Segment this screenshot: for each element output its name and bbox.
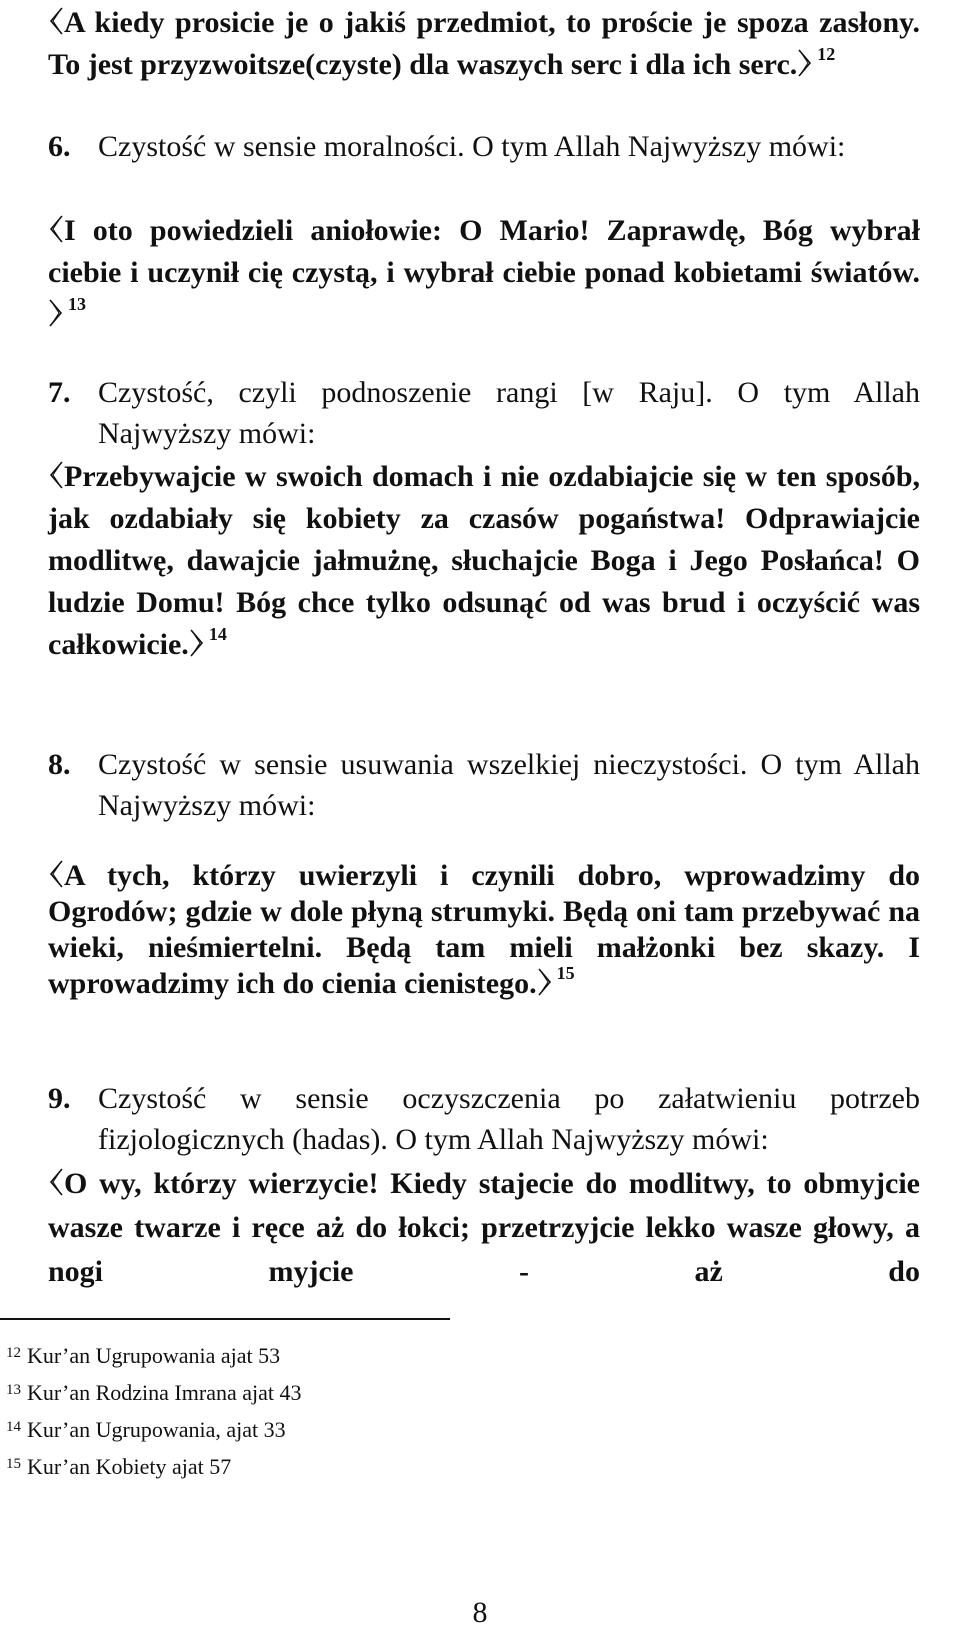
footnote-text: Kur’an Rodzina Imrana ajat 43 [27,1380,302,1405]
item-number: 6. [48,130,71,163]
footnote-number: 13 [6,1382,21,1398]
footnote-text: Kur’an Ugrupowania, ajat 33 [27,1417,286,1442]
quran-quote [48,858,920,1002]
quran-quote [48,1162,920,1294]
open-quote-ornament-icon [48,460,64,490]
footnote-number: 15 [6,1456,21,1472]
footnote-ref: 14 [208,624,227,644]
item-text: Czystość w sensie moralności. O tym Allah Najwyższy mówi: [98,130,846,163]
quote-text: I oto powiedzieli aniołowie: O Mario! Zaprawdę, Bóg wybrał ciebie i uczynił cię czystą, i wybrał ciebie ponad kobietami światów. [48,214,920,289]
footnote-ref: 12 [817,44,836,64]
quran-quote [48,456,920,666]
close-quote-ornament-icon [797,48,813,78]
open-quote-ornament-icon [48,859,64,889]
list-item [48,744,920,826]
list-item [48,126,920,167]
footnote-ref: 15 [556,963,575,983]
quote-text: Przebywajcie w swoich domach i nie ozdabiajcie się w ten sposób, jak ozdabiały się kobiety za czasów pogaństwa! Odprawiajcie modlitwę, dawajcie jałmużnę, słuchajcie Boga i Jego Posłańca! O ludzie Domu! Bóg chce tylko odsunąć od was brud i oczyścić was całkowicie. [48,460,920,661]
footnote-text: Kur’an Ugrupowania ajat 53 [27,1343,281,1368]
page-number: 8 [472,1596,488,1629]
close-quote-ornament-icon [189,628,205,658]
footnote-ref: 13 [68,294,86,314]
open-quote-ornament-icon [48,6,64,36]
quote-text: A tych, którzy uwierzyli i czynili dobro, wprowadzimy do Ogrodów; gdzie w dole płyną strumyki. Będą oni tam przebywać na wieki, nieśmiertelni. Będą tam mieli małżonki bez skazy. I wprowadzimy ich do cienia cienistego. [48,859,920,1000]
item-number: 9. [48,1082,71,1115]
footnote [6,1336,606,1373]
item-number: 8. [48,748,71,781]
quran-quote [48,2,920,86]
footnote [6,1410,606,1447]
close-quote-ornament-icon [537,967,553,997]
footnote-separator [0,1318,450,1320]
open-quote-ornament-icon [48,1167,64,1197]
item-number: 7. [48,376,71,409]
footnote-number: 12 [6,1345,21,1361]
close-quote-ornament-icon [48,298,64,328]
open-quote-ornament-icon [48,214,64,244]
item-text: Czystość w sensie oczyszczenia po załatwieniu potrzeb fizjologicznych (hadas). O tym Allah Najwyższy mówi: [98,1082,920,1156]
list-item [48,1078,920,1160]
footnote [6,1447,606,1484]
quote-text: O wy, którzy wierzycie! Kiedy stajecie do modlitwy, to obmyjcie wasze twarze i ręce aż do łokci; przetrzyjcie lekko wasze głowy, a nogi myjcie - aż do [48,1167,920,1288]
footnote [6,1373,606,1410]
footnotes [6,1336,606,1484]
quote-text: A kiedy prosicie je o jakiś przedmiot, to proście je spoza zasłony. To jest przyzwoitsze(czyste) dla waszych serc i dla ich serc. [48,6,920,81]
item-text: Czystość w sensie usuwania wszelkiej nieczystości. O tym Allah Najwyższy mówi: [98,748,920,822]
list-item [48,372,920,454]
footnote-text: Kur’an Kobiety ajat 57 [27,1454,232,1479]
quran-quote [48,210,920,336]
footnote-number: 14 [6,1419,21,1435]
item-text: Czystość, czyli podnoszenie rangi [w Raju]. O tym Allah Najwyższy mówi: [98,376,920,450]
